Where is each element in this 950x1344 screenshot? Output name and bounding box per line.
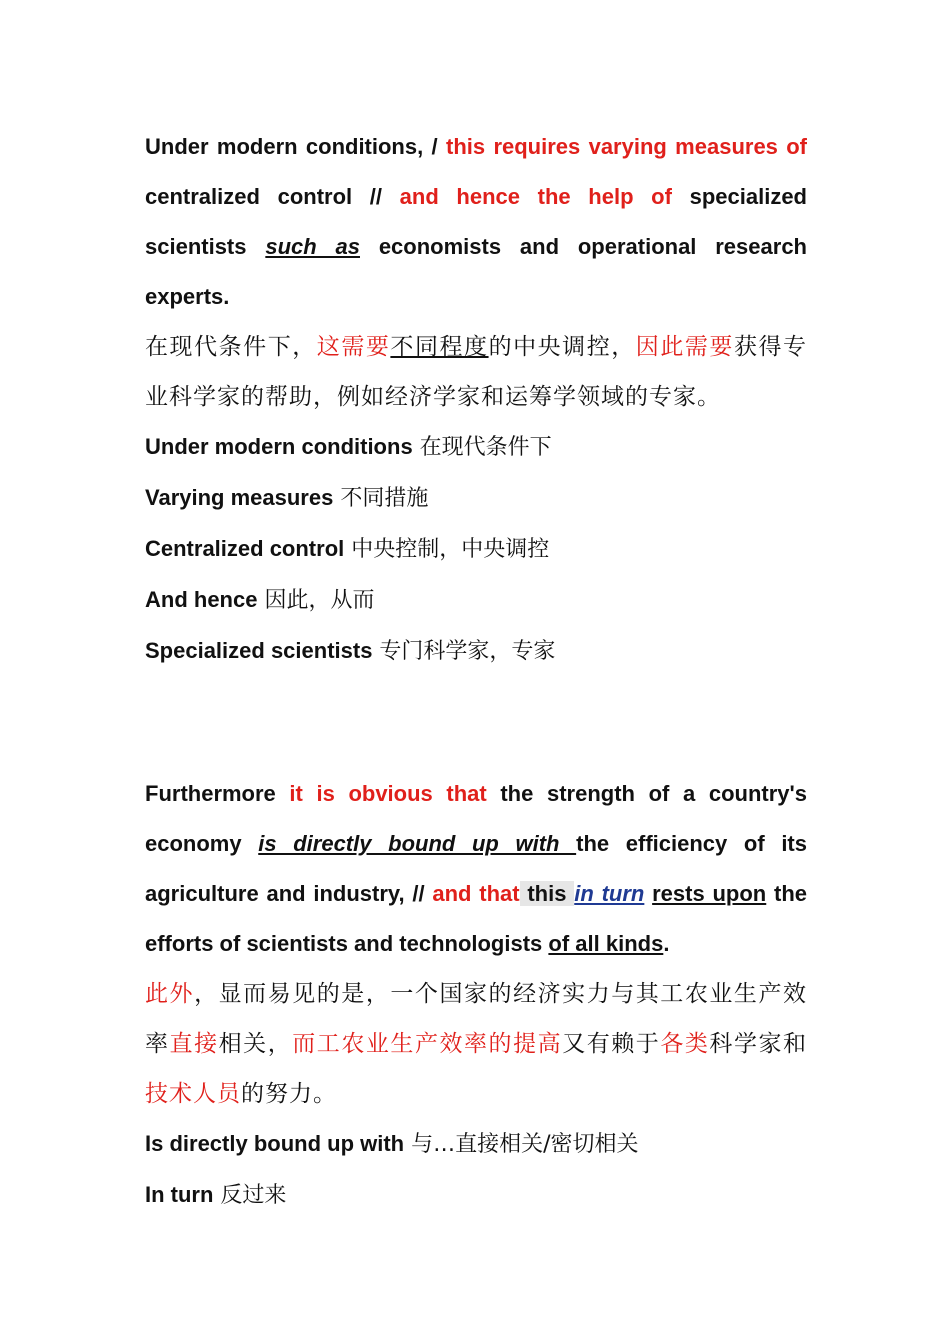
text-run: of all kinds — [548, 931, 664, 956]
vocab-item — [145, 575, 807, 626]
chinese-translation — [145, 969, 807, 1119]
text-run: this — [519, 881, 575, 906]
text-run: . — [663, 931, 670, 956]
english-paragraph — [145, 122, 807, 322]
text-run: and that — [432, 881, 520, 906]
text-run: 的中央调控， — [488, 334, 636, 360]
vocab-list — [145, 1119, 807, 1221]
vocab-term: In turn — [145, 1182, 214, 1207]
vocab-gloss: 专门科学家，专家 — [372, 639, 556, 664]
vocab-item — [145, 1170, 807, 1221]
vocab-gloss: 不同措施 — [333, 486, 429, 511]
vocab-term: Centralized control — [145, 536, 345, 561]
vocab-term: Under modern conditions — [145, 434, 413, 459]
vocab-list — [145, 422, 807, 677]
text-run: 相关， — [218, 1031, 293, 1057]
vocab-gloss: 中央控制，中央调控 — [344, 537, 550, 562]
chinese-translation — [145, 322, 807, 422]
section-2 — [145, 769, 807, 1221]
text-run: 而工农业生产效率的提高 — [292, 1031, 563, 1057]
vocab-term: Varying measures — [145, 485, 334, 510]
text-run: 直接 — [169, 1031, 219, 1057]
text-run: rests upon — [652, 881, 767, 906]
english-paragraph — [145, 769, 807, 969]
text-run: ，显而易见的是，一个国家的经济实力与其工农业生产效率 — [145, 981, 808, 1057]
text-run — [644, 881, 652, 906]
section-1 — [145, 122, 807, 677]
text-run: 各类 — [660, 1031, 710, 1057]
vocab-item — [145, 1119, 807, 1170]
text-run: centralized control // — [145, 184, 400, 209]
text-run: 又有赖于 — [562, 1031, 661, 1057]
vocab-item — [145, 422, 807, 473]
vocab-gloss: 反过来 — [213, 1183, 287, 1208]
text-run: 获得专业科学家的帮助，例如经济学家和运筹学领域的专家。 — [145, 334, 808, 410]
text-run: 此外 — [145, 981, 195, 1007]
text-run: is directly bound up with — [258, 831, 577, 856]
text-run: the efforts of scientists and technologists — [145, 881, 808, 956]
text-run: 这需要 — [316, 334, 391, 360]
vocab-gloss: 在现代条件下 — [412, 435, 552, 460]
vocab-item — [145, 524, 807, 575]
text-run: in turn — [574, 881, 645, 906]
text-run: Furthermore — [145, 781, 290, 806]
text-run: 的努力。 — [241, 1081, 337, 1107]
text-run: the efficiency of its agriculture and industry, // — [145, 831, 807, 906]
vocab-item — [145, 626, 807, 677]
text-run: the strength of a country's economy — [145, 781, 807, 856]
text-run: this requires varying measures of — [446, 134, 808, 159]
vocab-gloss: 与…直接相关/密切相关 — [404, 1132, 639, 1157]
text-run: 在现代条件下， — [145, 334, 317, 360]
text-run: specialized scientists — [145, 184, 807, 259]
text-run: 不同程度 — [390, 334, 489, 360]
vocab-term: And hence — [145, 587, 258, 612]
text-run: 因此需要 — [635, 334, 734, 360]
vocab-gloss: 因此，从而 — [257, 588, 375, 613]
text-run: economists and operational research experts. — [145, 234, 807, 309]
text-run: such as — [265, 234, 360, 259]
text-run: Under modern conditions, / — [145, 134, 446, 159]
text-run: 科学家和 — [709, 1031, 808, 1057]
text-run: 技术人员 — [145, 1081, 241, 1107]
text-run: it is obvious that — [289, 781, 487, 806]
text-run: and hence the help of — [399, 184, 672, 209]
vocab-term: Is directly bound up with — [145, 1131, 405, 1156]
vocab-item — [145, 473, 807, 524]
vocab-term: Specialized scientists — [145, 638, 373, 663]
